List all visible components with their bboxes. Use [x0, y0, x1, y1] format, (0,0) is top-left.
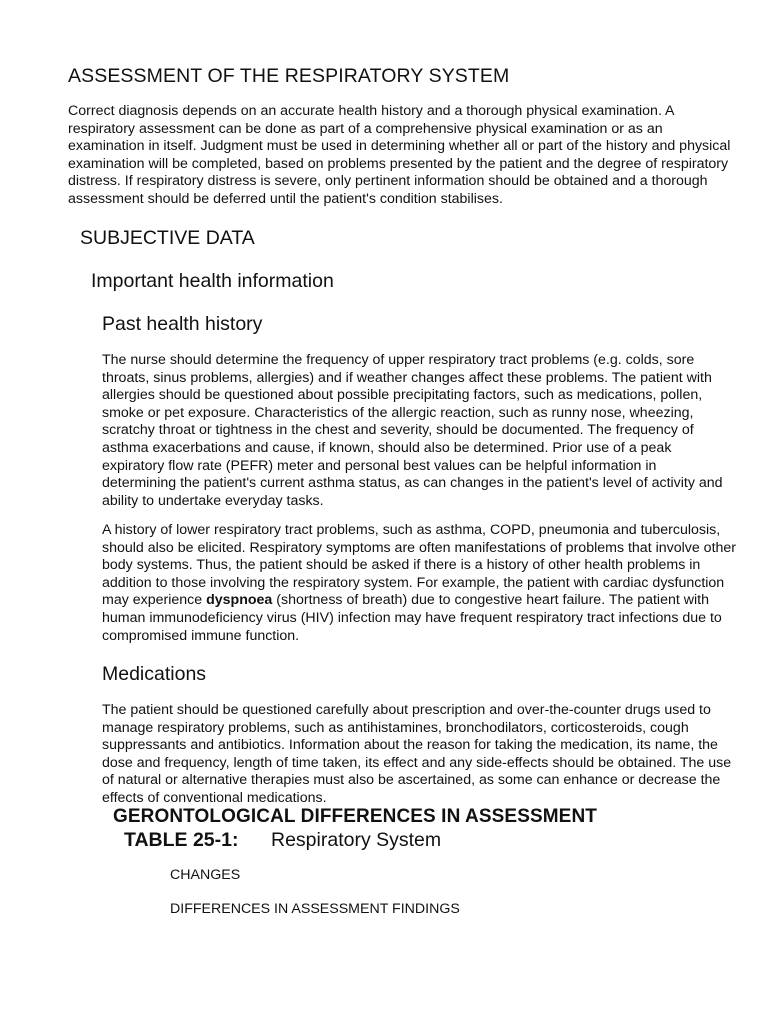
important-health-information-heading: Important health information — [91, 270, 334, 292]
past-health-history-heading: Past health history — [102, 313, 263, 335]
dyspnoea-term: dyspnoea — [206, 592, 273, 609]
table-column-changes: CHANGES — [170, 867, 241, 883]
paragraph-text: (shortness of breath) due to congestive heart failure. The patient with human immunodeficiency virus (HIV) infection may have frequent respiratory tract infections due to compromised immune function. — [102, 592, 722, 644]
table-label: TABLE 25-1: — [124, 829, 239, 851]
past-history-paragraph-1: The nurse should determine the frequency of upper respiratory tract problems (e.g. colds, sore throats, sinus problems, allergies) and if weather changes affect these problems. The patient with allergies should be questioned about possible precipitating factors, such as medications, pollen, smoke or pet exposure. Characteristics of the allergic reaction, such as runny nose, wheezing, scratchy throat or tightness in the chest and severity, should be documented. The frequency of asthma exacerbations and cause, if known, should also be determined. Prior use of a peak expiratory flow rate (PEFR) meter and personal best values can be helpful information in determining the patient's current asthma status, as can changes in the patient's level of activity and ability to undertake everyday tasks. — [102, 352, 723, 509]
intro-paragraph: Correct diagnosis depends on an accurate health history and a thorough physical examination. A respiratory assessment can be done as part of a comprehensive physical examination or as an examination in itself. Judgment must be used in determining whether all or part of the history and physical examination will be completed, based on problems presented by the patient and the degree of respiratory distress. If respiratory distress is severe, only pertinent information should be obtained and a thorough assessment should be deferred until the patient's condition stabilises. — [68, 103, 731, 207]
medications-heading: Medications — [102, 663, 207, 685]
past-history-paragraph-2 — [102, 522, 738, 645]
table-caption — [124, 829, 441, 852]
table-column-differences: DIFFERENCES IN ASSESSMENT FINDINGS — [170, 901, 460, 917]
table-name: Respiratory System — [271, 829, 442, 851]
paragraph-text: A history of lower respiratory tract problems, such as asthma, COPD, pneumonia and tuberculosis, should also be elicited. Respiratory symptoms are often manifestations of problems that involve other body systems. Thus, the patient should be asked if there is a history of other health problems in addition to those involving the respiratory system. For example, the patient with cardiac dysfunction may experience — [102, 522, 737, 609]
medications-paragraph: The patient should be questioned carefully about prescription and over-the-counter drugs used to manage respiratory problems, such as antihistamines, bronchodilators, corticosteroids, cough suppressants and antibiotics. Information about the reason for taking the medication, its name, the dose and frequency, length of time taken, its effect and any side-effects should be obtained. The use of natural or alternative therapies must also be ascertained, as some can enhance or decrease the effects of conventional medications. — [102, 702, 732, 806]
subjective-data-heading: SUBJECTIVE DATA — [80, 227, 255, 249]
document-title: ASSESSMENT OF THE RESPIRATORY SYSTEM — [68, 65, 510, 87]
gerontological-heading: GERONTOLOGICAL DIFFERENCES IN ASSESSMENT — [113, 806, 597, 827]
